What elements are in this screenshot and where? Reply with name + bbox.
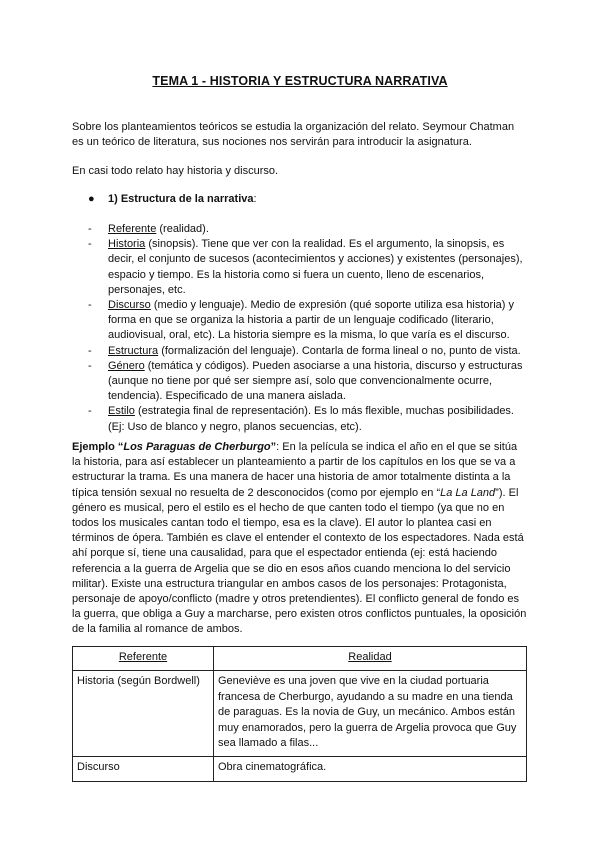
table-header-row — [73, 647, 527, 671]
table-cell: Geneviève es una joven que vive en la ciudad portuaria francesa de Cherburgo, ayudando a su madre en una tienda de paraguas. Es la novia de Guy, un mecánico. Ambos están muy enamorados, pero la guerra de Argelia provoca que Guy sea llamado a filas... — [214, 671, 527, 757]
list-item — [72, 359, 528, 405]
example-paragraph — [72, 440, 528, 638]
table-cell: Historia (según Bordwell) — [73, 671, 214, 757]
list-item-term: Género — [108, 359, 145, 372]
table-row — [73, 671, 527, 757]
section-heading-text: 1) Estructura de la narrativa — [108, 193, 254, 205]
dash-icon: - — [88, 359, 92, 372]
table-header-referente — [73, 647, 214, 671]
section-heading — [88, 192, 257, 207]
example-text-a: : En la película se indica el año en el que se sitúa la historia, para así establecer un planteamiento a partir de los capítulos en los que se va a estructurar la trama. Es una manera de hacer una historia de amor totalmente distinta a la típica tensión sexual no resuelta de 2 desconocidos (como por ejemplo en “ — [72, 441, 518, 499]
page-title: TEMA 1 - HISTORIA Y ESTRUCTURA NARRATIVA — [152, 74, 448, 88]
list-item-text: (formalización del lenguaje). Contarla de forma lineal o no, punto de vista. — [158, 344, 521, 357]
table-header-realidad — [214, 647, 527, 671]
list-item — [72, 298, 528, 344]
referente-table — [72, 646, 527, 782]
list-item-term: Historia — [108, 238, 146, 251]
bullet-icon: ● — [88, 193, 95, 205]
table-row — [73, 757, 527, 781]
dash-icon: - — [88, 299, 92, 312]
structure-list — [72, 222, 528, 435]
table-cell: Obra cinematográfica. — [214, 757, 527, 781]
list-item — [72, 344, 528, 359]
example-film-title: Los Paraguas de Cherburgo — [123, 441, 271, 453]
example-label-suffix: ” — [270, 441, 277, 453]
dash-icon: - — [88, 405, 92, 418]
list-item-term: Discurso — [108, 299, 151, 312]
list-item-text: (medio y lenguaje). Medio de expresión (qué soporte utiliza esa historia) y forma en que se organiza la historia a partir de un lenguaje codificado (literario, audiovisual, oral, etc). La historia siempre es la misma, lo que varía es el discurso. — [108, 299, 514, 342]
list-item — [72, 222, 528, 237]
header-label: Realidad — [348, 651, 392, 663]
example-label — [72, 441, 276, 453]
section-heading-colon: : — [253, 193, 257, 205]
dash-icon: - — [88, 238, 92, 251]
list-item-term: Estructura — [108, 344, 159, 357]
list-item — [72, 404, 528, 434]
list-item-text: (temática y códigos). Pueden asociarse a una historia, discurso y estructuras (aunque no tiene por qué ser siempre así, solo que convencionalmente ocurre, tendencia). Especificado de una manera aislada. — [108, 359, 523, 403]
list-item-text: (realidad). — [156, 223, 209, 235]
example-label-prefix: Ejemplo “ — [72, 441, 124, 453]
table-cell: Discurso — [73, 757, 214, 781]
example-text-b: ”). El género es musical, pero el estilo es el hecho de que canten todo el tiempo (ya que no en todos los musicales cantan todo el tiempo, esa es la clave). El autor lo plantea casi en términos de ópera. También es clave el entender el contexto de los espectadores. Nada está ahí porque sí, tiene una causalidad, para que el espectador entienda (ej: está haciendo referencia a la guerra de Argelia que se dio en esos años cuando menciona lo del servicio militar). Existe una estructura triangular en ambos casos de los personajes: Protagonista, personaje de apoyo/conflicto (madre y otros pretendientes). El conflicto general de fondo es la guerra, que obliga a Guy a marcharse, pero existen otros conflictos puntuales, la oposición de la familia al romance de ambos. — [72, 486, 527, 636]
example-film-2: La La Land — [440, 486, 496, 499]
list-item — [72, 237, 528, 298]
header-label: Referente — [118, 651, 168, 663]
intro-paragraph: Sobre los planteamientos teóricos se estudia la organización del relato. Seymour Chatman es un teórico de literatura, sus nociones nos servirán para introducir la asignatura. — [72, 121, 515, 149]
intro-paragraph-2: En casi todo relato hay historia y discurso. — [72, 165, 279, 177]
dash-icon: - — [88, 223, 92, 235]
dash-icon: - — [88, 344, 92, 357]
list-item-term: Estilo — [108, 405, 135, 418]
list-item-text: (sinopsis). Tiene que ver con la realidad. Es el argumento, la sinopsis, es decir, el conjunto de sucesos (acontecimientos y acciones) y existentes (personajes), espacio y tiempo. Es la historia como si fuera un cuento, lleno de escenarios, personajes, etc. — [108, 238, 523, 296]
list-item-text: (estrategia final de representación). Es lo más flexible, muchas posibilidades. (Ej: Uso de blanco y negro, planos secuencias, etc). — [108, 405, 514, 433]
list-item-term: Referente — [108, 223, 157, 235]
